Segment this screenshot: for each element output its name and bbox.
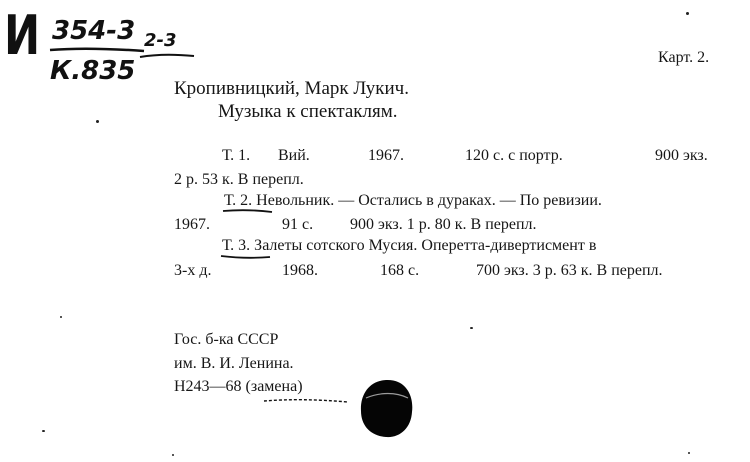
library-code: Н243—68 (замена) [174,378,303,395]
speck [172,454,174,456]
vol1-price: 2 р. 53 к. В перепл. [174,171,304,188]
vol3-year: 1968. [282,262,318,279]
ink-stamp-blot [356,376,416,440]
vol2-details: 900 экз. 1 р. 80 к. В перепл. [350,216,537,233]
shelfmark-divider [48,46,148,54]
library-code-underline [262,396,352,406]
speck [470,327,473,329]
speck [60,316,62,318]
vol3-contents: Т. 3. Залеты сотского Мусия. Оперетта-дивертисмент в [222,237,597,254]
shelfmark-letter: И [4,4,41,67]
shelfmark-bottom: К.835 [50,56,136,86]
vol1-copies: 900 экз. [655,147,708,164]
vol1-name: Вий. [278,147,310,164]
vol3-underline [220,253,272,261]
speck [96,120,99,123]
vol3-pages: 168 с. [380,262,420,279]
work-title: Музыка к спектаклям. [218,101,398,122]
author-heading: Кропивницкий, Марк Лукич. [174,78,409,99]
vol3-acts: 3-х д. [174,262,212,279]
library-dedication: им. В. И. Ленина. [174,355,294,372]
vol3-details: 700 экз. 3 р. 63 к. В перепл. [476,262,663,279]
vol2-year: 1967. [174,216,210,233]
speck [688,452,690,454]
shelfmark-note-underline [138,52,198,60]
speck [686,12,689,15]
vol2-underline [222,207,274,215]
card-number: Карт. 2. [658,49,710,66]
vol1-number: Т. 1. [222,147,251,164]
shelfmark-note: 2-3 [144,30,177,51]
vol1-pages: 120 с. с портр. [465,147,563,164]
library-name: Гос. б-ка СССР [174,331,279,348]
vol1-year: 1967. [368,147,404,164]
vol2-pages: 91 с. [282,216,314,233]
vol2-contents: Т. 2. Невольник. — Остались в дураках. — По ревизии. [224,192,602,209]
shelfmark-top: 354-3 [52,16,136,46]
speck [42,430,45,432]
